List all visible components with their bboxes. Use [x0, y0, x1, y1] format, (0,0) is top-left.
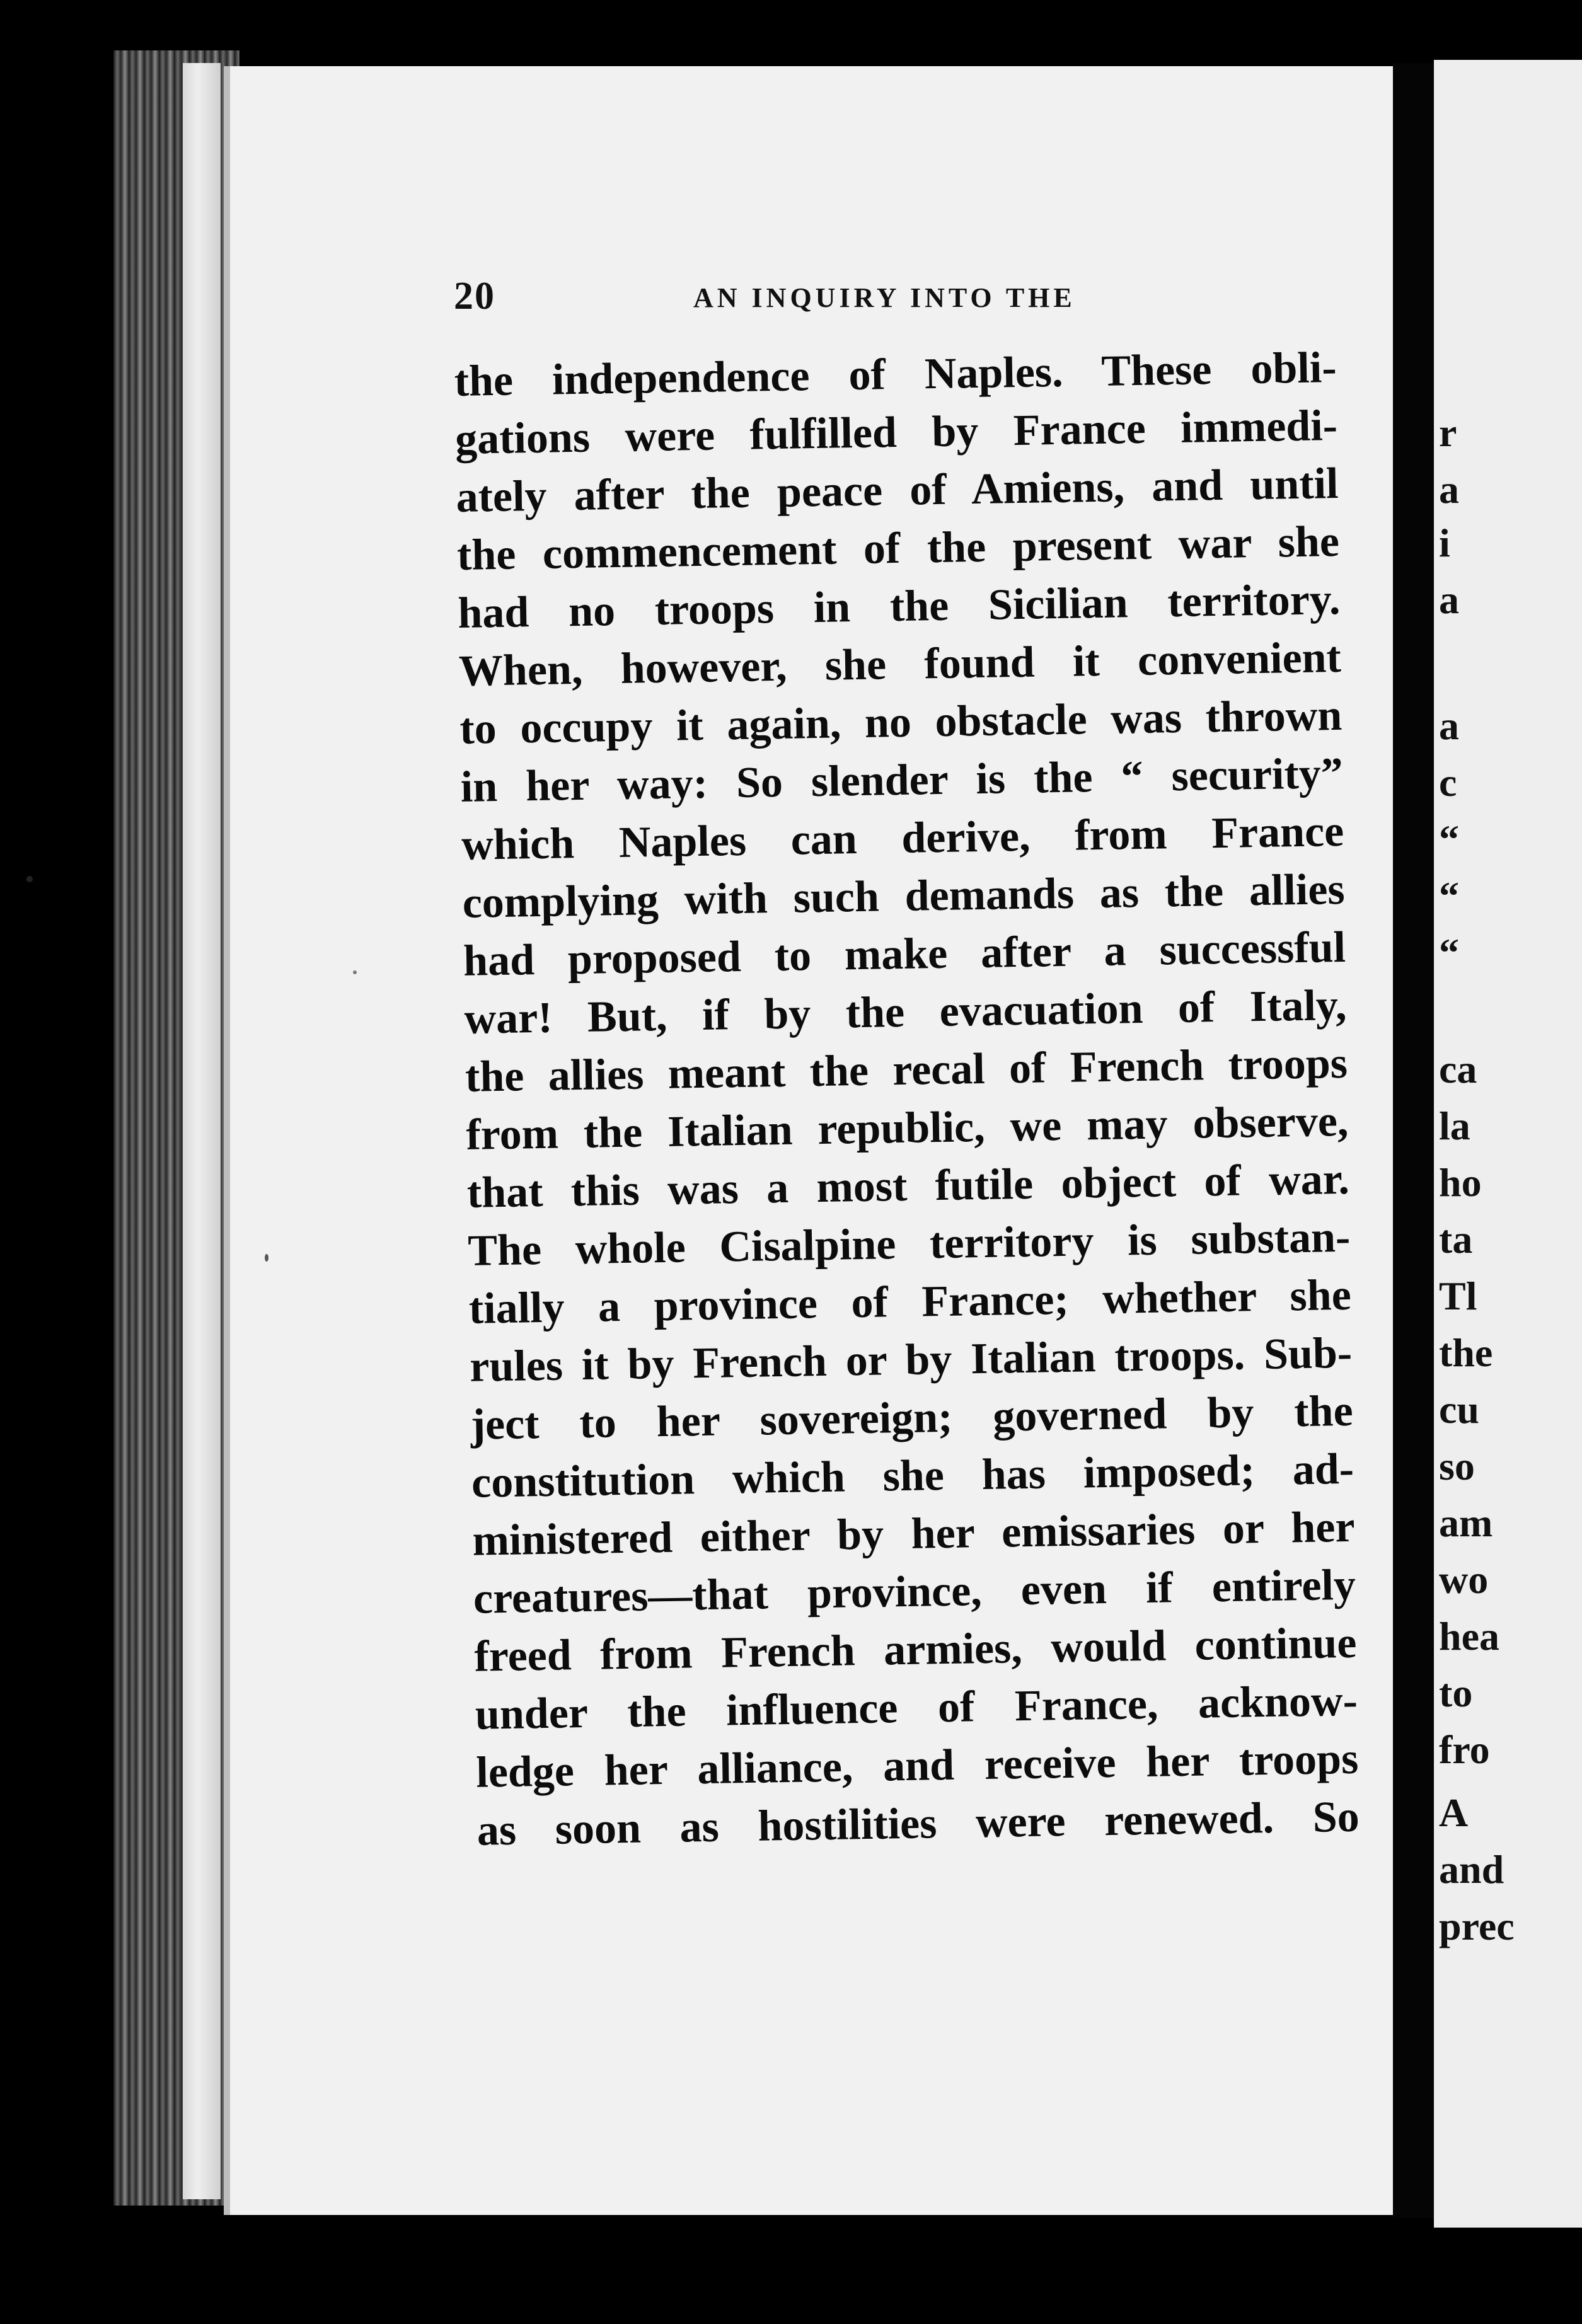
scan-speck: [265, 1254, 268, 1262]
text-line: constitution which she has imposed; ad-: [471, 1444, 1354, 1507]
facing-text-fragment: fro: [1439, 1727, 1490, 1772]
facing-text-fragment: the: [1439, 1330, 1493, 1375]
text-line: complying with such demands as the allies: [462, 865, 1346, 928]
facing-text-fragment: a: [1439, 703, 1459, 748]
facing-text-fragment: prec: [1439, 1904, 1515, 1948]
text-line: rules it by French or by Italian troops. Sub-: [469, 1328, 1353, 1391]
facing-text-fragment: to: [1439, 1671, 1473, 1715]
facing-text-fragment: “: [1439, 873, 1459, 918]
facing-text-fragment: so: [1439, 1444, 1475, 1488]
text-line: which Naples can derive, from France: [461, 807, 1344, 870]
running-head-title: AN INQUIRY INTO THE: [693, 282, 1076, 313]
facing-text-fragment: A: [1439, 1790, 1469, 1835]
text-line: under the influence of France, acknow-: [475, 1676, 1358, 1739]
facing-text-fragment: a: [1439, 577, 1459, 622]
facing-text-fragment: la: [1439, 1103, 1470, 1148]
text-line: the allies meant the recal of French troops: [465, 1038, 1348, 1102]
text-line: had no troops in the Sicilian territory.: [457, 575, 1341, 638]
facing-text-fragment: ca: [1439, 1047, 1477, 1091]
facing-text-fragment: c: [1439, 760, 1457, 805]
facing-text-fragment: and: [1439, 1847, 1504, 1892]
facing-text-fragment: r: [1439, 410, 1457, 455]
facing-text-fragment: hea: [1439, 1614, 1499, 1659]
text-line: from the Italian republic, we may observe,: [465, 1096, 1349, 1159]
facing-text-fragment: cu: [1439, 1387, 1479, 1432]
running-header: [454, 275, 1336, 318]
text-line: that this was a most futile object of war.: [466, 1154, 1350, 1217]
text-line: ately after the peace of Amiens, and until: [456, 459, 1339, 522]
text-line: ministered either by her emissaries or her: [472, 1502, 1356, 1565]
book-page-edges: [113, 50, 240, 2206]
text-line: had proposed to make after a successful: [463, 923, 1346, 986]
facing-text-fragment: ho: [1439, 1160, 1482, 1205]
text-line: in her way: So slender is the “ security”: [460, 749, 1344, 812]
text-line: ject to her sovereign; governed by the: [470, 1386, 1354, 1449]
text-line: the commencement of the present war she: [456, 517, 1340, 580]
text-line: When, however, she found it convenient: [458, 633, 1342, 696]
text-line: The whole Cisalpine territory is substan-: [467, 1212, 1351, 1275]
text-line: freed from French armies, would continue: [473, 1618, 1357, 1681]
facing-text-fragment: “: [1439, 817, 1459, 861]
page-number: 20: [454, 275, 495, 318]
text-line: ledge her alliance, and receive her troops: [475, 1734, 1359, 1797]
text-line: to occupy it again, no obstacle was thrown: [459, 691, 1342, 754]
text-line: creatures—that province, even if entirely: [473, 1560, 1356, 1623]
facing-text-fragment: wo: [1439, 1557, 1489, 1602]
text-line: as soon as hostilities were renewed. So: [476, 1792, 1360, 1855]
scan-speck: [26, 876, 33, 882]
facing-text-fragment: Tl: [1439, 1274, 1477, 1318]
facing-text-fragment: i: [1439, 521, 1450, 565]
text-line: the independence of Naples. These obli-: [454, 343, 1337, 406]
facing-text-fragment: ta: [1439, 1217, 1473, 1262]
scan-speck: [353, 970, 357, 974]
facing-text-fragment: a: [1439, 467, 1459, 512]
facing-page-fragment: [1434, 60, 1582, 2228]
body-text: [454, 339, 1360, 1860]
text-line: gations were fulfilled by France immedi-: [454, 401, 1338, 464]
text-line: war! But, if by the evacuation of Italy,: [464, 981, 1348, 1044]
facing-text-fragment: am: [1439, 1500, 1493, 1545]
text-line: tially a province of France; whether she: [468, 1270, 1352, 1333]
book-page-edge-highlight: [183, 63, 221, 2199]
facing-text-fragment: “: [1439, 930, 1459, 975]
